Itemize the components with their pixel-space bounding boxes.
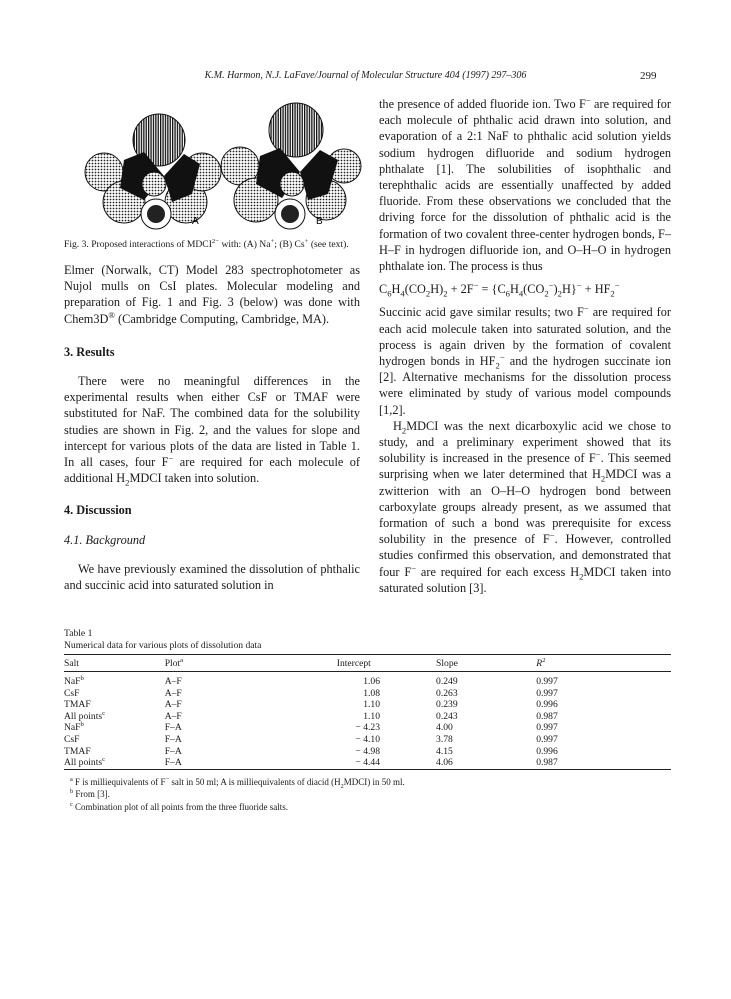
footnote-b: $^b$ From [3].	[70, 788, 110, 800]
reaction-equation: $C_6H_4(CO_2H)_2 + 2F^- = \{C_6H_4(CO_2^-)_2H\}^- + HF_2^-$	[379, 280, 620, 299]
table-row: TMAF A–F 1.10 0.239 0.996	[64, 699, 558, 711]
table-row: All points$^c$ A–F 1.10 0.243 0.987	[64, 709, 558, 722]
table-footnotes	[64, 776, 671, 814]
table-row: CsF A–F 1.08 0.263 0.997	[64, 687, 558, 699]
h2mdci-paragraph: $H_2MDCI$ was the next dicarboxylic acid we chose to study, and a preliminary experiment showed that its solubility is increased in the presence of F−. This seemed surprising when we later determined that $H_2MDCI$ was a zwitterion with an O–H–O hydrogen bond between carboxylate groups already present, as we assumed that formation of such a bond was prerequisite for excess solubility in the presence of F−. However, controlled studies confirmed this observation, and demonstrated that four F− are required for each excess $H_2MDCI$ taken into saturated solution [3].	[379, 418, 672, 595]
running-header	[0, 70, 731, 86]
methods-paragraph: Elmer (Norwalk, CT) Model 283 spectrophotometer as Nujol mulls on CsI plates. Molecular modeling and preparation of Fig. 1 and Fig. 3 (below) was done with Chem3D® (Cambridge Computing, Cambridge, MA).	[64, 263, 360, 326]
header-slope: Slope	[436, 658, 458, 669]
figure-label-b: B	[316, 216, 323, 227]
table-label: Table 1	[64, 628, 93, 639]
table-1	[64, 628, 671, 813]
header-intercept: Intercept	[336, 658, 371, 669]
table-row: NaF$^b$ F–A − 4.23 4.00 0.997	[64, 721, 558, 734]
background-paragraph: We have previously examined the dissolution of phthalic and succinic acid into saturated solution in	[64, 561, 360, 593]
header-plot: Plot$^a$	[164, 656, 184, 669]
background-heading: 4.1. Background	[64, 532, 146, 547]
phthalic-paragraph: the presence of added fluoride ion. Two F− are required for each molecule of phthalic acid drawn into solution, and evaporation of a 2:1 NaF to phthalic acid solution yields sodium hydrogen difluoride and sodium hydrogen phthalate [1]. The solubilities of isophthalic and terephthalic acids are essentially unaffected by added fluoride. From these observations we concluded that the driving force for the dissolution of phthalic acid is the formation of two covalent three-center hydrogen bonds, F–H–F in hydrogen difluoride ion, and O–H–O in hydrogen phthalate ion. The process is thus	[379, 94, 672, 274]
results-paragraph: There were no meaningful differences in the experimental results when either CsF or TMAF were substituted for NaF. The combined data for the solubility studies are shown in Fig. 2, and the values for slope and intercept for various plots of the data are listed in Table 1. In all cases, four F− are required for each molecule of additional $H_2MDCI$ taken into solution.	[64, 374, 360, 488]
header-salt: Salt	[64, 658, 79, 669]
model-b	[221, 103, 361, 229]
table-row: CsF F–A − 4.10 3.78 0.997	[64, 733, 558, 745]
succinic-paragraph: Succinic acid gave similar results; two F− are required for each acid molecule taken into saturated solution, and the process is again driven by the formation of covalent hydrogen bonds in $HF_2^-$ and the hydrogen succinate ion [2]. Alternative mechanisms for the dissolution process were eliminated by study of various model compounds [1,2].	[379, 303, 671, 417]
discussion-heading: 4. Discussion	[64, 503, 132, 518]
results-heading: 3. Results	[64, 344, 115, 359]
table-row: TMAF F–A − 4.98 4.15 0.996	[64, 745, 558, 757]
right-column	[379, 96, 671, 596]
table-header-row	[64, 655, 671, 672]
left-column	[64, 262, 360, 593]
figure-label-a: A	[192, 216, 199, 227]
running-head: K.M. Harmon, N.J. LaFave/Journal of Molecular Structure 404 (1997) 297–306	[204, 70, 527, 81]
footnote-a: $^a$ F is milliequivalents of F− salt in 50 ml; A is milliequivalents of diacid $(H_2MDCI)$ in 50 ml.	[70, 775, 405, 790]
table-row: NaF$^b$ A–F 1.06 0.249 0.997	[64, 674, 558, 687]
footnote-c: $^c$ Combination plot of all points from the three fluoride salts.	[70, 800, 289, 812]
table-title: Numerical data for various plots of dissolution data	[64, 640, 262, 651]
model-a	[85, 114, 221, 229]
header-r2: $R^2$	[536, 656, 546, 669]
table-row: All points$^c$ F–A − 4.44 4.06 0.987	[64, 757, 671, 769]
figure-caption: Fig. 3. Proposed interactions of $MDCI^{2-}$ with: (A) Na+; (B) Cs+ (see text).	[64, 237, 349, 250]
figure-3	[64, 102, 364, 232]
data-table	[64, 654, 671, 770]
space-filling-models-illustration	[64, 102, 364, 232]
page-number: 299	[640, 70, 657, 82]
